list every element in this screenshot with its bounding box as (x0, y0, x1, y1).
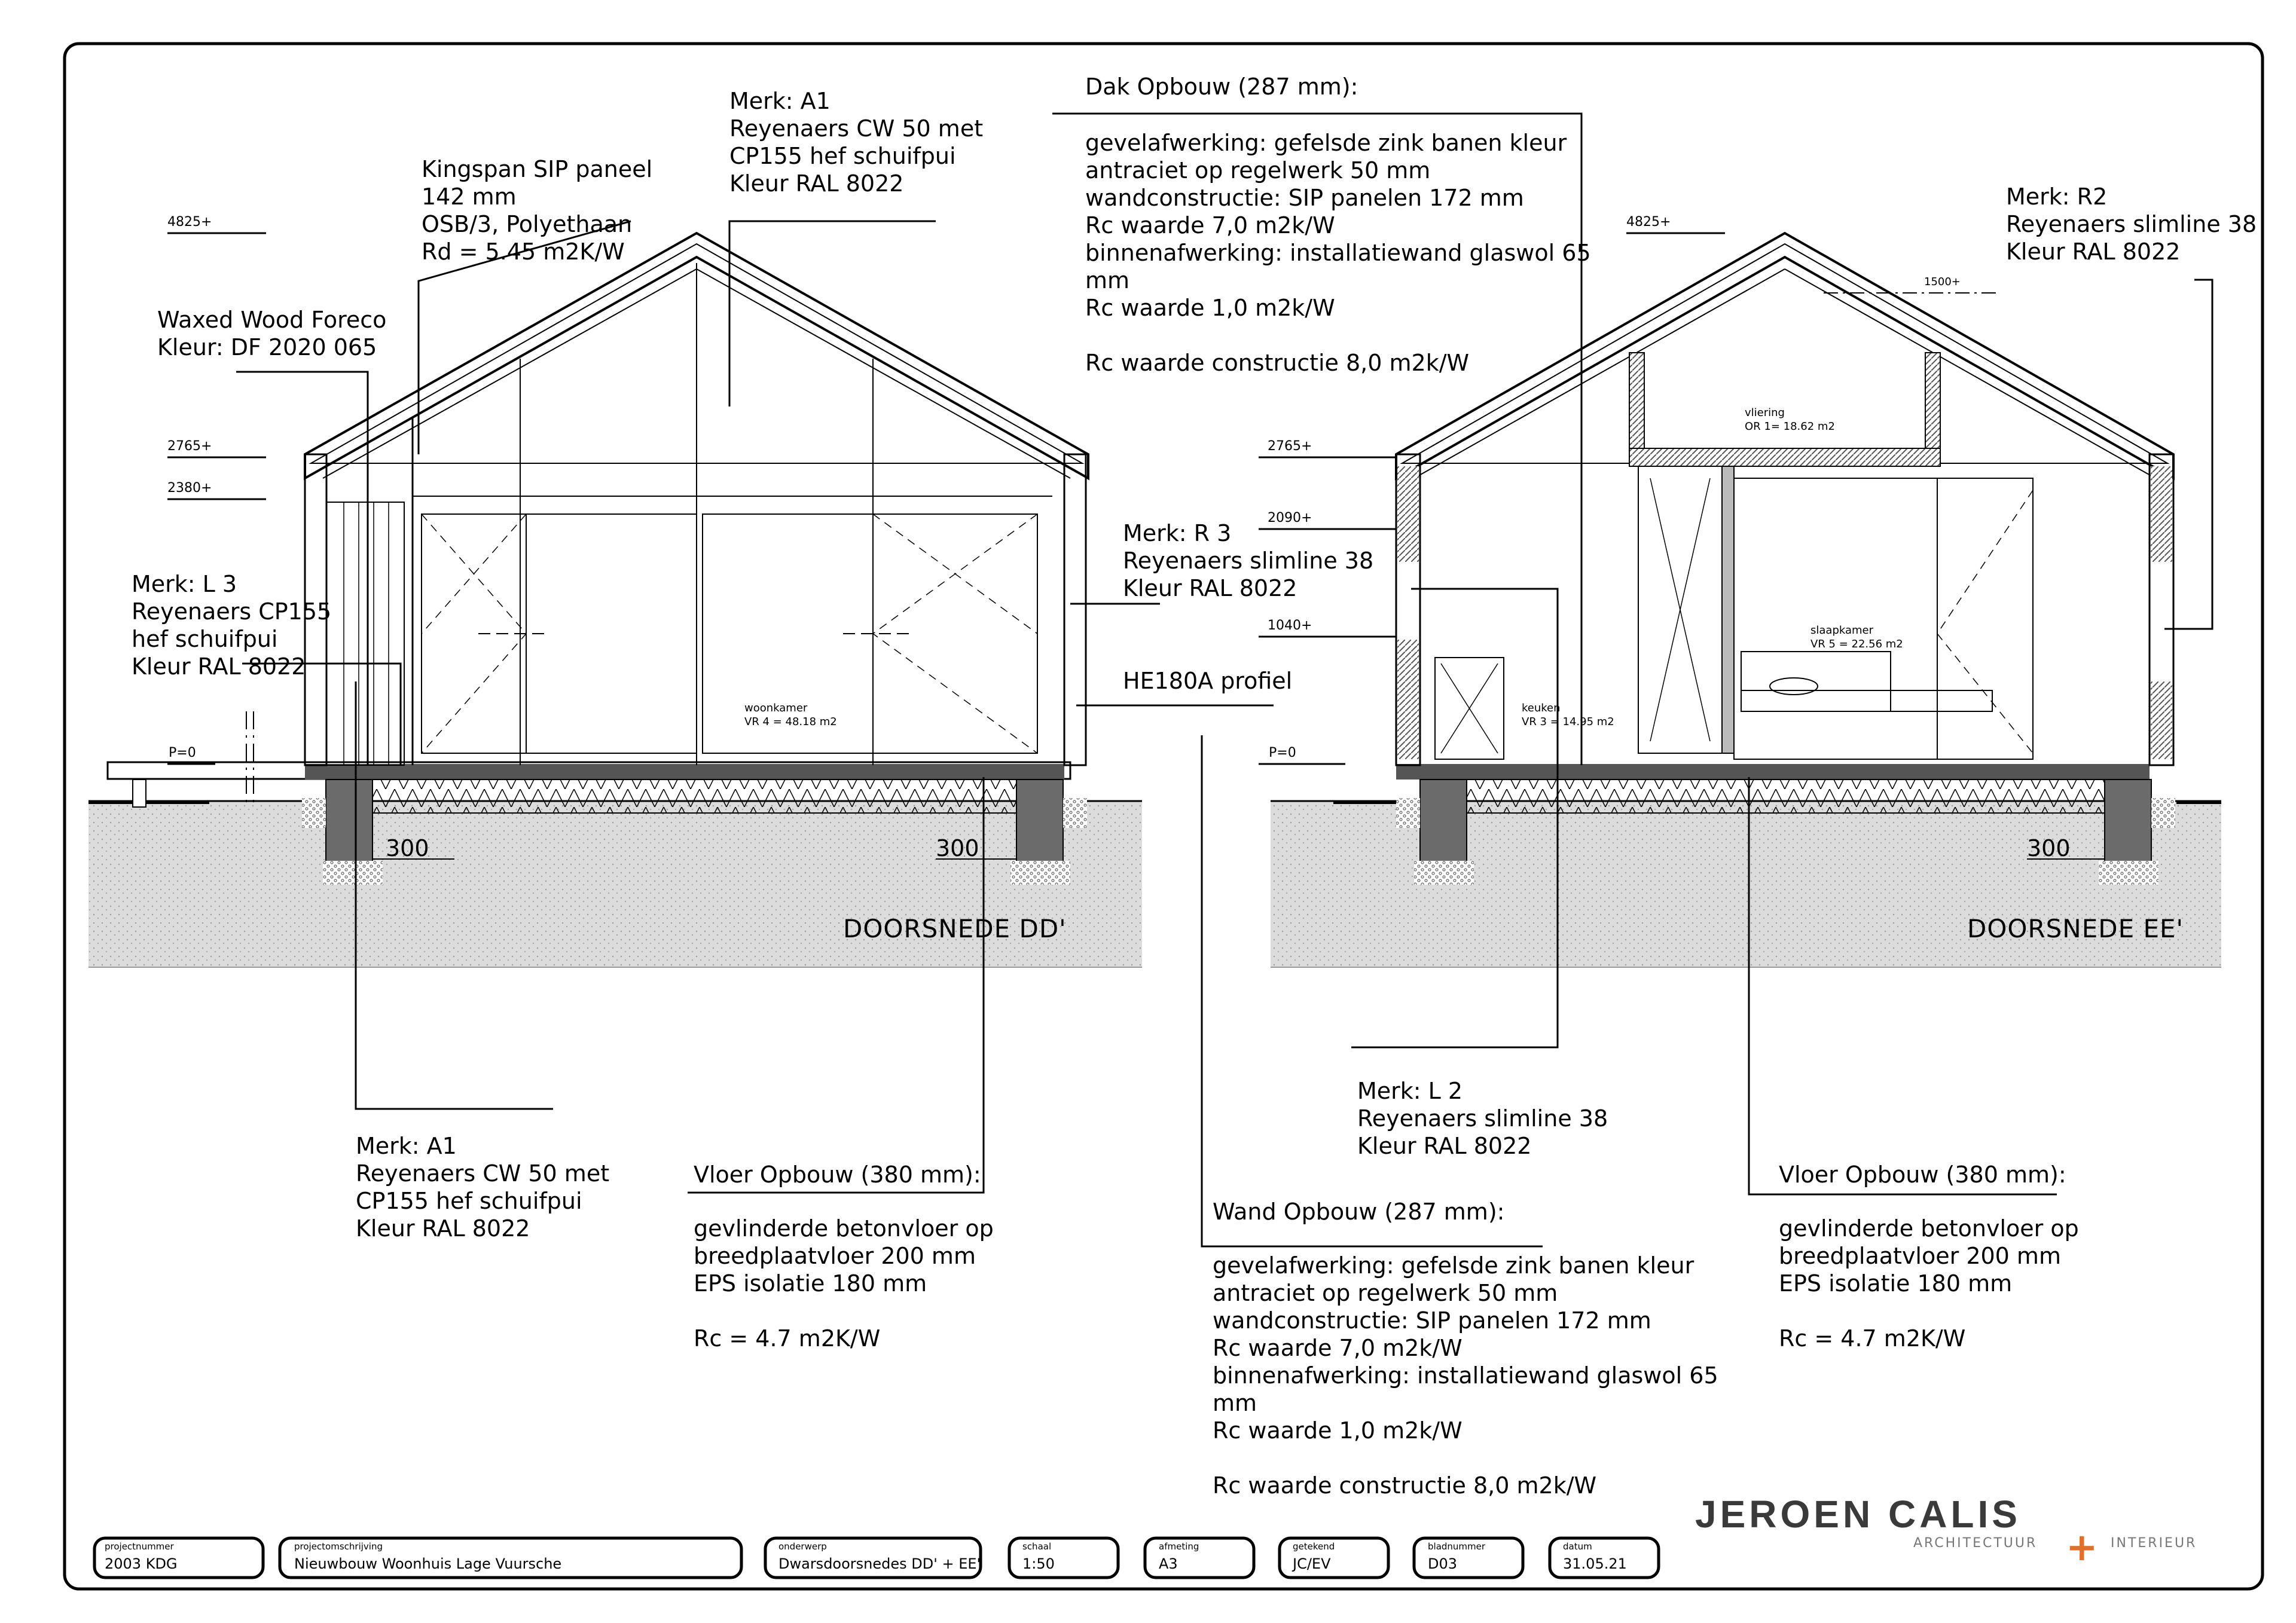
section-title-dd: DOORSNEDE DD' (843, 914, 1067, 943)
svg-text:Dak Opbouw (287 mm):: Dak Opbouw (287 mm): (1085, 74, 1358, 100)
svg-text:gevlinderde betonvloer op: gevlinderde betonvloer op (694, 1215, 994, 1242)
logo-name: JEROEN CALIS (1695, 1493, 2021, 1536)
tb-onderwerp (765, 1538, 981, 1578)
logo-jeroen-calis (1695, 1493, 2197, 1570)
svg-text:Waxed Wood Foreco: Waxed Wood Foreco (157, 307, 387, 333)
logo-left: ARCHITECTUUR (1913, 1536, 2038, 1551)
svg-text:binnenafwerking: installatiewa: binnenafwerking: installatiewand glaswol 65 (1213, 1362, 1718, 1389)
note-wand-opbouw (1213, 1199, 1718, 1499)
svg-text:2003 KDG: 2003 KDG (105, 1555, 178, 1572)
note-waxed-wood (157, 307, 386, 360)
svg-text:31.05.21: 31.05.21 (1563, 1555, 1627, 1572)
svg-text:Rc = 4.7 m2K/W: Rc = 4.7 m2K/W (694, 1325, 881, 1352)
tb-afmeting (1145, 1538, 1254, 1578)
tb-schaal (1009, 1538, 1118, 1578)
svg-text:Reyenaers CP155: Reyenaers CP155 (132, 598, 332, 625)
tb-datum (1550, 1538, 1659, 1578)
svg-text:mm: mm (1213, 1390, 1257, 1416)
svg-text:JC/EV: JC/EV (1293, 1555, 1331, 1572)
title-block (94, 1538, 1659, 1578)
note-vloer-ee (1779, 1162, 2079, 1352)
svg-text:onderwerp: onderwerp (778, 1541, 827, 1552)
svg-text:Merk: A1: Merk: A1 (356, 1133, 457, 1159)
room-area-slaapkamer: VR 5 = 22.56 m2 (1810, 638, 1903, 650)
svg-text:antraciet op regelwerk 50 mm: antraciet op regelwerk 50 mm (1085, 157, 1431, 184)
svg-text:afmeting: afmeting (1159, 1541, 1199, 1552)
room-name-woonkamer: woonkamer (744, 702, 808, 714)
svg-text:Wand Opbouw (287 mm):: Wand Opbouw (287 mm): (1213, 1199, 1505, 1225)
note-merk-l3 (132, 571, 331, 680)
svg-text:Merk: L 3: Merk: L 3 (132, 571, 237, 597)
level-2380-dd: 2380+ (167, 481, 212, 496)
room-name-slaapkamer: slaapkamer (1810, 624, 1874, 637)
svg-text:projectomschrijving: projectomschrijving (294, 1541, 383, 1552)
svg-text:Reyenaers slimline 38: Reyenaers slimline 38 (2006, 211, 2257, 237)
svg-text:Reyenaers slimline 38: Reyenaers slimline 38 (1357, 1105, 1608, 1132)
note-kingspan (422, 156, 652, 265)
svg-text:Reyenaers CW 50 met: Reyenaers CW 50 met (356, 1160, 610, 1187)
room-area-woonkamer: VR 4 = 48.18 m2 (744, 716, 837, 728)
tb-bladnummer (1414, 1538, 1523, 1578)
svg-text:projectnummer: projectnummer (105, 1541, 174, 1552)
svg-text:CP155 hef schuifpui: CP155 hef schuifpui (729, 143, 956, 169)
svg-text:Rc waarde 1,0 m2k/W: Rc waarde 1,0 m2k/W (1213, 1417, 1463, 1444)
note-merk-a1-top (729, 88, 983, 197)
svg-text:D03: D03 (1428, 1555, 1458, 1572)
svg-text:OSB/3, Polyethaan: OSB/3, Polyethaan (422, 211, 633, 237)
svg-text:Vloer Opbouw (380 mm):: Vloer Opbouw (380 mm): (694, 1162, 981, 1188)
dim-300-dd-2: 300 (936, 835, 979, 861)
svg-text:142 mm: 142 mm (422, 184, 517, 210)
tb-getekend (1280, 1538, 1388, 1578)
svg-text:Rc waarde 1,0 m2k/W: Rc waarde 1,0 m2k/W (1085, 295, 1335, 321)
svg-text:Kleur RAL 8022: Kleur RAL 8022 (1357, 1133, 1532, 1159)
note-vloer-dd (694, 1162, 994, 1352)
section-ee-drawing (1259, 233, 2221, 967)
svg-text:Rc waarde constructie 8,0 m2k/: Rc waarde constructie 8,0 m2k/W (1213, 1472, 1597, 1499)
level-2765-dd: 2765+ (167, 439, 212, 454)
svg-text:Nieuwbouw Woonhuis Lage Vuursc: Nieuwbouw Woonhuis Lage Vuursche (294, 1555, 562, 1572)
note-merk-l2 (1357, 1078, 1608, 1159)
svg-text:hef schuifpui: hef schuifpui (132, 626, 278, 652)
svg-text:A3: A3 (1159, 1555, 1178, 1572)
logo-plus: + (2066, 1526, 2098, 1570)
svg-text:gevelafwerking: gefelsde zink: gevelafwerking: gefelsde zink banen kleur (1213, 1252, 1694, 1279)
svg-text:getekend: getekend (1293, 1541, 1335, 1552)
svg-text:Reyenaers slimline 38: Reyenaers slimline 38 (1123, 548, 1374, 574)
svg-text:antraciet op regelwerk 50 mm: antraciet op regelwerk 50 mm (1213, 1280, 1558, 1306)
level-p0-ee: P=0 (1269, 745, 1296, 760)
svg-text:Kleur RAL 8022: Kleur RAL 8022 (729, 170, 904, 197)
note-he180a: HE180A profiel (1123, 668, 1293, 694)
svg-text:Rc = 4.7 m2K/W: Rc = 4.7 m2K/W (1779, 1325, 1966, 1352)
level-4825-dd: 4825+ (167, 215, 212, 230)
svg-text:Rd = 5.45 m2K/W: Rd = 5.45 m2K/W (422, 239, 625, 265)
level-4825-ee: 4825+ (1626, 215, 1671, 230)
level-1500-ee: 1500+ (1924, 276, 1961, 288)
svg-text:Kleur RAL 8022: Kleur RAL 8022 (2006, 239, 2181, 265)
svg-text:Merk: R2: Merk: R2 (2006, 184, 2108, 210)
room-name-keuken: keuken (1522, 702, 1561, 714)
level-1040-ee: 1040+ (1268, 618, 1312, 633)
svg-text:Rc waarde 7,0 m2k/W: Rc waarde 7,0 m2k/W (1085, 212, 1335, 239)
svg-text:CP155 hef schuifpui: CP155 hef schuifpui (356, 1188, 582, 1214)
dim-300-ee: 300 (2027, 835, 2071, 861)
svg-text:Merk: R 3: Merk: R 3 (1123, 520, 1232, 546)
svg-text:Rc waarde constructie 8,0 m2k/: Rc waarde constructie 8,0 m2k/W (1085, 350, 1470, 376)
svg-text:gevlinderde betonvloer op: gevlinderde betonvloer op (1779, 1215, 2079, 1242)
tb-projectomschrijving (280, 1538, 741, 1578)
svg-text:Reyenaers CW 50 met: Reyenaers CW 50 met (729, 115, 984, 142)
svg-text:breedplaatvloer 200 mm: breedplaatvloer 200 mm (1779, 1243, 2061, 1269)
dim-300-dd-1: 300 (386, 835, 429, 861)
svg-text:Merk: A1: Merk: A1 (729, 88, 831, 114)
room-area-vliering: OR 1= 18.62 m2 (1745, 420, 1835, 433)
svg-text:Kleur RAL 8022: Kleur RAL 8022 (356, 1215, 530, 1242)
room-name-vliering: vliering (1745, 406, 1785, 419)
note-dak-opbouw (1085, 74, 1591, 376)
note-merk-r3 (1123, 520, 1373, 601)
svg-text:Merk: L 2: Merk: L 2 (1357, 1078, 1463, 1104)
svg-text:Kleur RAL 8022: Kleur RAL 8022 (132, 653, 306, 680)
svg-text:Rc waarde 7,0 m2k/W: Rc waarde 7,0 m2k/W (1213, 1335, 1463, 1361)
svg-text:Kingspan SIP paneel: Kingspan SIP paneel (422, 156, 653, 182)
svg-text:wandconstructie: SIP panelen 1: wandconstructie: SIP panelen 172 mm (1085, 185, 1524, 211)
room-area-keuken: VR 3 = 14.95 m2 (1522, 716, 1614, 728)
svg-text:EPS isolatie 180 mm: EPS isolatie 180 mm (1779, 1270, 2013, 1297)
svg-text:breedplaatvloer 200 mm: breedplaatvloer 200 mm (694, 1243, 976, 1269)
svg-text:wandconstructie: SIP panelen 1: wandconstructie: SIP panelen 172 mm (1213, 1307, 1651, 1334)
note-merk-a1-bottom (356, 1133, 609, 1242)
svg-text:Kleur: DF 2020 065: Kleur: DF 2020 065 (157, 334, 377, 360)
svg-text:1:50: 1:50 (1022, 1555, 1055, 1572)
level-2090-ee: 2090+ (1268, 511, 1312, 525)
svg-text:Dwarsdoorsnedes DD' + EE': Dwarsdoorsnedes DD' + EE' (778, 1555, 981, 1572)
svg-text:Vloer Opbouw (380 mm):: Vloer Opbouw (380 mm): (1779, 1162, 2066, 1188)
level-2765-ee: 2765+ (1268, 439, 1312, 454)
svg-text:mm: mm (1085, 267, 1130, 294)
logo-right: INTERIEUR (2111, 1536, 2197, 1551)
svg-text:datum: datum (1563, 1541, 1592, 1552)
svg-text:EPS isolatie 180 mm: EPS isolatie 180 mm (694, 1270, 927, 1297)
svg-text:Kleur RAL 8022: Kleur RAL 8022 (1123, 575, 1297, 601)
svg-text:gevelafwerking: gefelsde zink: gevelafwerking: gefelsde zink banen kleur (1085, 130, 1567, 156)
level-p0-dd: P=0 (169, 745, 196, 760)
section-title-ee: DOORSNEDE EE' (1967, 914, 2184, 943)
note-merk-r2 (2006, 184, 2257, 265)
tb-projectnummer (94, 1538, 263, 1578)
svg-text:bladnummer: bladnummer (1428, 1541, 1486, 1552)
svg-text:binnenafwerking: installatiewa: binnenafwerking: installatiewand glaswol 65 (1085, 240, 1591, 266)
svg-text:schaal: schaal (1022, 1541, 1052, 1552)
